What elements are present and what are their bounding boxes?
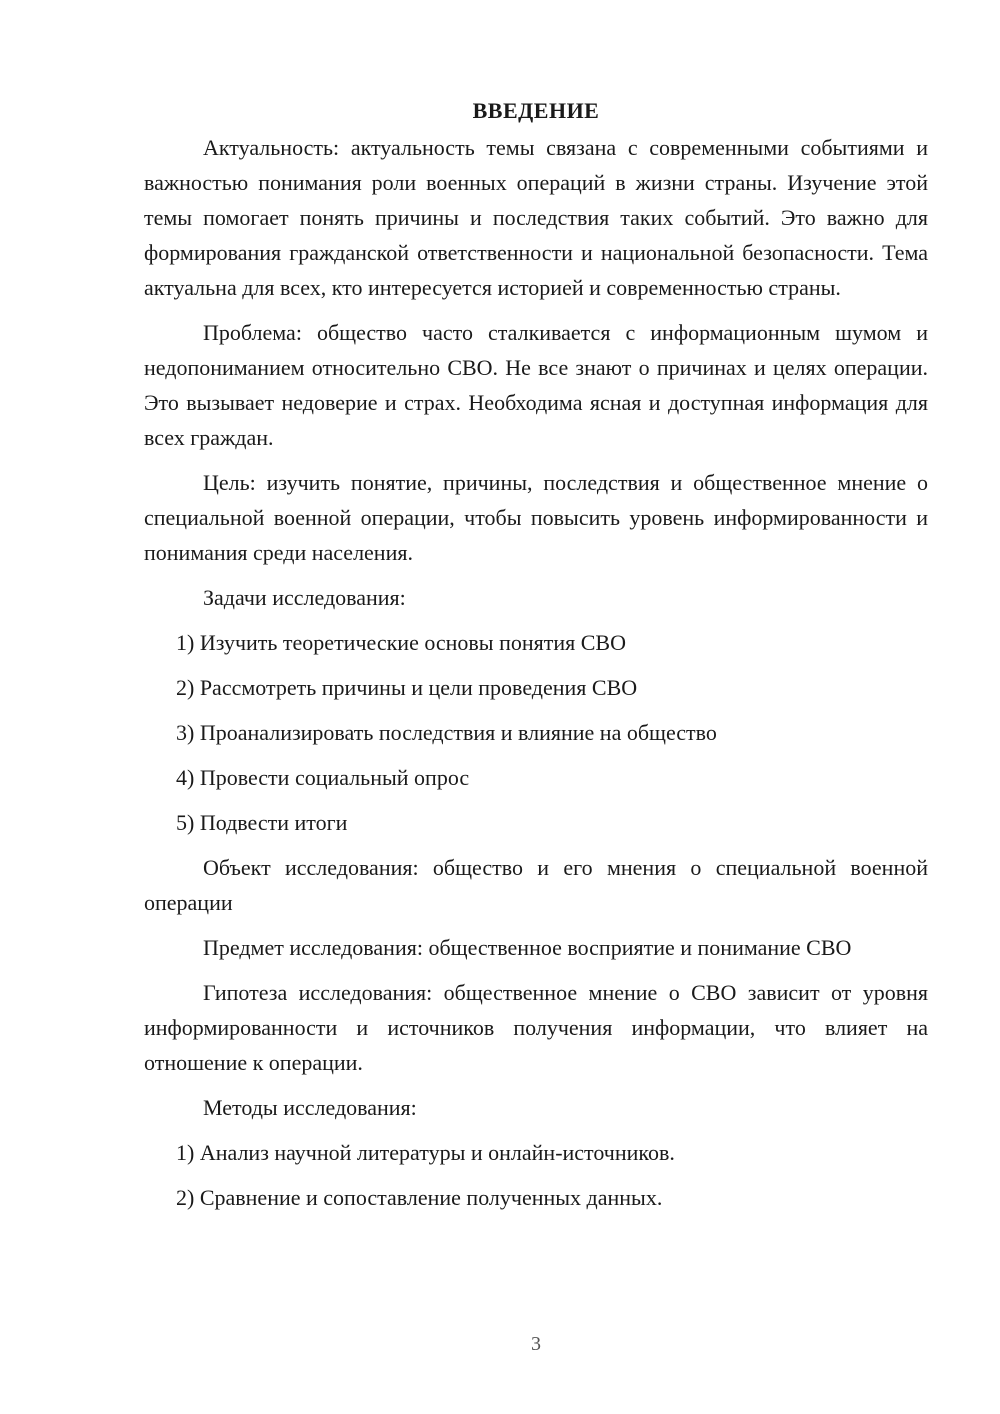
relevance-paragraph: Актуальность: актуальность темы связана с современными событиями и важностью понимания роли военных операций в жизни страны. Изучение этой темы помогает понять причины и последствия таких событий. Это важно для формирования гражданской ответственности и национальной безопасности. Тема актуальна для всех, кто интересуется историей и современностью страны. <box>144 135 928 300</box>
object-paragraph: Объект исследования: общество и его мнения о специальной военной операции <box>144 855 928 915</box>
task-item: 4) Провести социальный опрос <box>176 765 470 790</box>
task-item: 5) Подвести итоги <box>176 810 348 835</box>
problem-paragraph: Проблема: общество часто сталкивается с информационным шумом и недопониманием относительно СВО. Не все знают о причинах и целях операции. Это вызывает недоверие и страх. Необходима ясная и доступная информация для всех граждан. <box>144 320 928 450</box>
task-item: 3) Проанализировать последствия и влияние на общество <box>176 720 717 745</box>
method-item: 2) Сравнение и сопоставление полученных данных. <box>176 1185 663 1210</box>
document-page <box>144 96 928 1225</box>
page-title: ВВЕДЕНИЕ <box>472 98 600 123</box>
task-item: 1) Изучить теоретические основы понятия СВО <box>176 630 626 655</box>
page-number: 3 <box>531 1333 541 1355</box>
hypothesis-paragraph: Гипотеза исследования: общественное мнение о СВО зависит от уровня информированности и источников получения информации, что влияет на отношение к операции. <box>144 980 928 1075</box>
tasks-heading: Задачи исследования: <box>203 585 406 610</box>
subject-paragraph: Предмет исследования: общественное восприятие и понимание СВО <box>203 935 852 960</box>
method-item: 1) Анализ научной литературы и онлайн-источников. <box>176 1140 675 1165</box>
methods-heading: Методы исследования: <box>203 1095 417 1120</box>
task-item: 2) Рассмотреть причины и цели проведения СВО <box>176 675 638 700</box>
goal-paragraph: Цель: изучить понятие, причины, последствия и общественное мнение о специальной военной операции, чтобы повысить уровень информированности и понимания среди населения. <box>144 470 928 565</box>
